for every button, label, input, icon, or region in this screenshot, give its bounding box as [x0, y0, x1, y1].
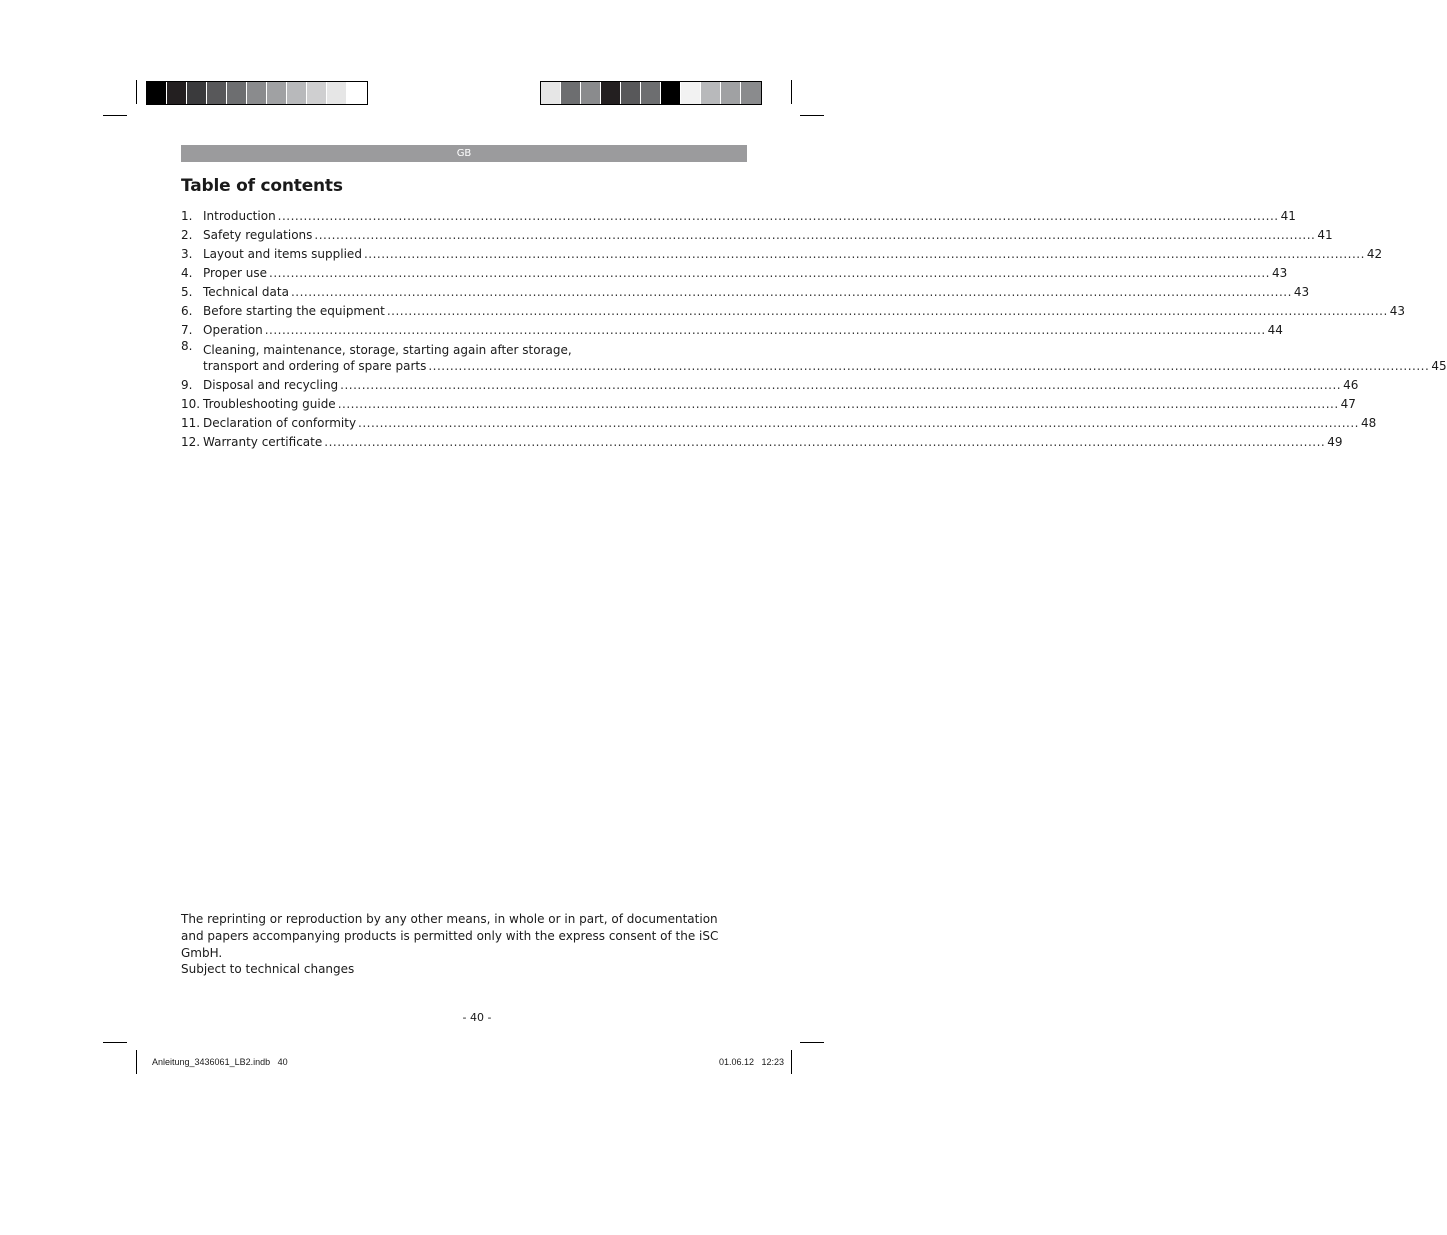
reprint-notice: The reprinting or reproduction by any other means, in whole or in part, of documentation and papers accompanying products is permitted only with the express consent of the iSC GmbH.	[181, 912, 719, 960]
toc-entry	[181, 224, 1333, 243]
crop-mark	[791, 1050, 792, 1074]
toc-entry	[181, 412, 1377, 431]
toc-entry-label: Introduction	[203, 209, 276, 223]
toc-leader-dots	[291, 284, 1292, 300]
toc-entry	[181, 338, 1447, 374]
crop-mark	[103, 115, 127, 116]
toc-entry-number: 2.	[181, 228, 193, 242]
toc-leader-dots	[265, 322, 1266, 338]
toc-entry-number: 7.	[181, 323, 193, 337]
toc-entry-number: 3.	[181, 247, 193, 261]
technical-changes-note: Subject to technical changes	[181, 962, 355, 976]
color-swatch	[347, 82, 367, 104]
toc-entry-number: 11.	[181, 416, 201, 430]
toc-entry-page: 46	[1343, 378, 1359, 392]
toc-leader-dots	[324, 434, 1325, 450]
toc-entry-label: Warranty certificate	[203, 435, 323, 449]
toc-entry-label: Troubleshooting guide	[203, 397, 336, 411]
slug-date: 01.06.12 12:23	[718, 1057, 784, 1067]
toc-entry	[181, 300, 1406, 319]
crop-mark	[800, 115, 824, 116]
toc-entry-page: 41	[1317, 228, 1333, 242]
toc-entry	[181, 393, 1356, 412]
toc-entry-label: Cleaning, maintenance, storage, starting again after storage,	[203, 343, 572, 357]
color-swatch	[167, 82, 187, 104]
toc-list	[181, 205, 1447, 450]
color-swatch	[701, 82, 721, 104]
crop-mark	[103, 1042, 127, 1043]
toc-entry-page: 45	[1431, 359, 1447, 373]
toc-entry	[181, 374, 1359, 393]
language-tag: GB	[456, 148, 472, 159]
toc-entry-label: Declaration of conformity	[203, 416, 357, 430]
toc-entry	[181, 205, 1296, 224]
toc-entry-label: Disposal and recycling	[203, 378, 339, 392]
color-swatch	[307, 82, 327, 104]
toc-entry-page: 49	[1327, 435, 1343, 449]
toc-entry-label: Layout and items supplied	[203, 247, 362, 261]
toc-entry-page: 47	[1340, 397, 1356, 411]
toc-leader-dots	[278, 208, 1279, 224]
color-swatch	[561, 82, 581, 104]
slug-file: Anleitung_3436061_LB2.indb 40	[152, 1057, 288, 1067]
toc-entry-number: 12.	[181, 435, 201, 449]
toc-entry-page: 43	[1271, 266, 1288, 280]
toc-entry-label: transport and ordering of spare parts	[203, 359, 427, 373]
toc-entry-label: Before starting the equipment	[203, 304, 385, 318]
toc-entry	[181, 262, 1288, 281]
crop-mark	[136, 1050, 137, 1074]
page-number: - 40 -	[462, 1011, 492, 1024]
toc-title: Table of contents	[181, 176, 343, 196]
crop-mark	[136, 80, 137, 104]
color-swatch	[227, 82, 247, 104]
color-swatch	[267, 82, 287, 104]
toc-entry-number: 5.	[181, 285, 193, 299]
toc-entry-page: 44	[1267, 323, 1283, 337]
color-swatch	[601, 82, 621, 104]
color-swatch	[681, 82, 701, 104]
language-strip	[181, 145, 747, 162]
toc-leader-dots	[428, 358, 1429, 374]
toc-entry-number: 8.	[181, 339, 193, 353]
color-swatch	[147, 82, 167, 104]
toc-entry-number: 4.	[181, 266, 193, 280]
toc-leader-dots	[387, 303, 1388, 319]
color-swatch	[207, 82, 227, 104]
color-swatch	[541, 82, 561, 104]
toc-entry-label: Proper use	[203, 266, 268, 280]
toc-leader-dots	[340, 377, 1341, 393]
toc-entry	[181, 243, 1383, 262]
color-swatch	[327, 82, 347, 104]
toc-entry-label: Safety regulations	[203, 228, 313, 242]
crop-mark	[800, 1042, 824, 1043]
toc-entry-number: 10.	[181, 397, 201, 411]
toc-entry-page: 42	[1366, 247, 1383, 261]
toc-entry-page: 43	[1389, 304, 1406, 318]
color-swatch	[247, 82, 267, 104]
color-control-bar-left	[146, 81, 368, 105]
toc-entry	[181, 319, 1283, 338]
toc-entry	[181, 431, 1343, 450]
toc-entry-page: 41	[1280, 209, 1296, 223]
crop-mark	[791, 80, 792, 104]
toc-leader-dots	[358, 415, 1359, 431]
toc-leader-dots	[314, 227, 1315, 243]
color-swatch	[641, 82, 661, 104]
toc-leader-dots	[338, 396, 1339, 412]
color-swatch	[741, 82, 761, 104]
toc-entry-number: 6.	[181, 304, 193, 318]
toc-leader-dots	[364, 246, 1365, 262]
toc-entry	[181, 281, 1310, 300]
color-swatch	[581, 82, 601, 104]
toc-entry-page: 48	[1361, 416, 1377, 430]
toc-entry-number: 9.	[181, 378, 193, 392]
toc-entry-page: 43	[1293, 285, 1310, 299]
color-control-bar-right	[540, 81, 762, 105]
color-swatch	[287, 82, 307, 104]
toc-entry-label: Technical data	[203, 285, 289, 299]
color-swatch	[661, 82, 681, 104]
toc-leader-dots	[269, 265, 1270, 281]
color-swatch	[721, 82, 741, 104]
color-swatch	[621, 82, 641, 104]
toc-entry-number: 1.	[181, 209, 193, 223]
color-swatch	[187, 82, 207, 104]
toc-entry-label: Operation	[203, 323, 263, 337]
